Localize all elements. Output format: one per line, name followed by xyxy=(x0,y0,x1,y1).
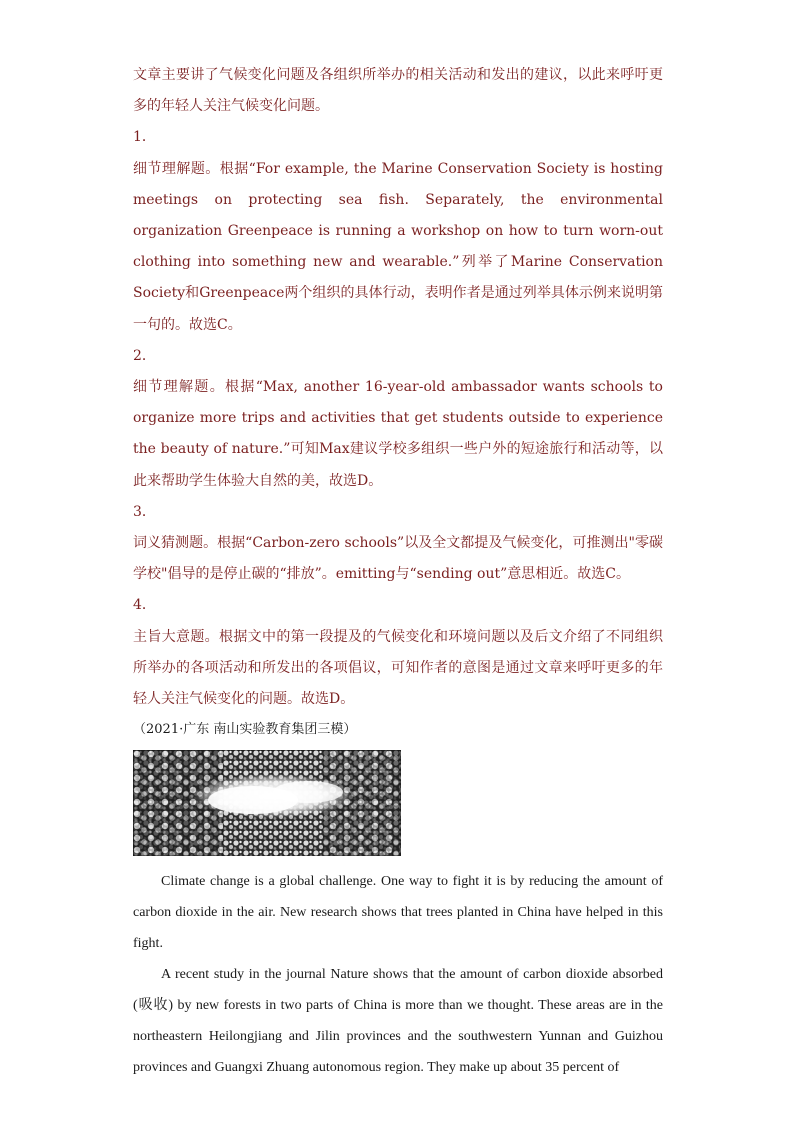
forest-photo xyxy=(133,750,401,856)
answer-explanation: 词义猜测题。根据“Carbon-zero schools”以及全文都提及气候变化，可推测出"零碳学校"倡导的是停止碳的“排放”。emitting与“sending out”意思相近。故选C。 xyxy=(133,535,663,583)
answer-explanation: 主旨大意题。根据文中的第一段提及的气候变化和环境问题以及后文介绍了不同组织所举办的各项活动和所发出的各项倡议，可知作者的意图是通过文章来呼吁更多的年轻人关注气候变化的问题。故选D。 xyxy=(133,628,663,708)
source-label: （2021·广东 南山实验教育集团三模） xyxy=(133,722,357,738)
answer-2 xyxy=(133,341,663,497)
answer-explanation: 细节理解题。根据“For example, the Marine Conservation Society is hosting meetings on protecting sea fish. Separately, the environmental organization Greenpeace is running a workshop on how to turn worn-out clothing into something new and wearable.”列举了Marine Conservation Society和Greenpeace两个组织的具体行动，表明作者是通过列举具体示例来说明第一句的。故选C。 xyxy=(133,160,663,333)
answer-number: 3． xyxy=(133,503,156,520)
answer-number: 1． xyxy=(133,129,156,146)
passage-paragraph: Climate change is a global challenge. One way to fight it is by reducing the amount of carbon dioxide in the air. New research shows that trees planted in China have helped in this fight. xyxy=(133,874,663,952)
answer-number: 4． xyxy=(133,597,156,614)
answer-number: 2． xyxy=(133,347,156,364)
passage-paragraph: A recent study in the journal Nature shows that the amount of carbon dioxide absorbed (吸收) by new forests in two parts of China is more than we thought. These areas are in the northeastern Heilongjiang and Jilin provinces and the southwestern Yunnan and Guizhou provinces and Guangxi Zhuang autonomous region. They make up about 35 percent of xyxy=(133,967,663,1076)
answer-explanation: 细节理解题。根据“Max, another 16-year-old ambassador wants schools to organize more trips and activities that get students outside to experience the beauty of nature.”可知Max建议学校多组织一些户外的短途旅行和活动等，以此来帮助学生体验大自然的美，故选D。 xyxy=(133,379,663,489)
answer-3 xyxy=(133,497,663,591)
answer-1 xyxy=(133,122,663,340)
summary-text: 文章主要讲了气候变化问题及各组织所举办的相关活动和发出的建议，以此来呼吁更多的年轻人关注气候变化问题。 xyxy=(133,67,663,115)
answer-4 xyxy=(133,590,663,715)
document-page xyxy=(133,60,663,1083)
reading-passage xyxy=(133,866,663,1083)
